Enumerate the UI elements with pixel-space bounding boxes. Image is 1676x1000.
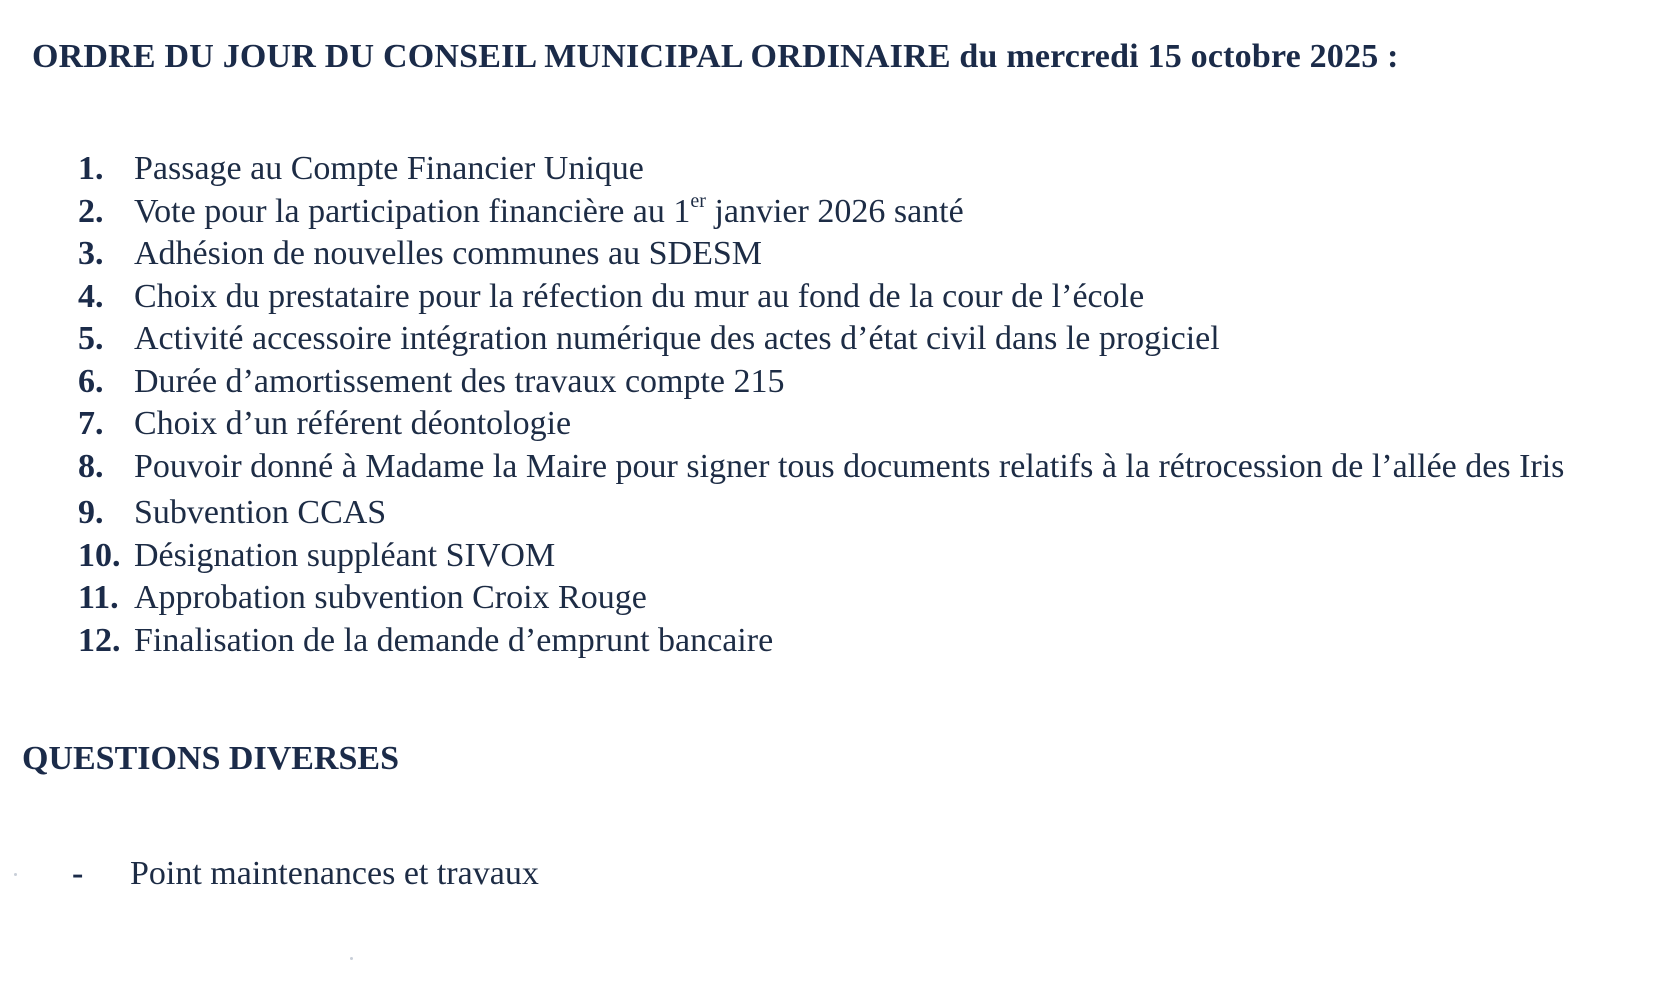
agenda-item-number: 1.: [78, 150, 104, 187]
agenda-item: [78, 148, 1658, 191]
questions-list: [72, 855, 539, 893]
agenda-item-number: 2.: [78, 192, 104, 230]
agenda-item-number: 8.: [78, 447, 104, 485]
agenda-item-number: 12.: [78, 621, 121, 659]
agenda-item-number: 3.: [78, 235, 104, 272]
agenda-item-text: Désignation suppléant SIVOM: [134, 536, 556, 574]
list-item-text: Point maintenances et travaux: [130, 855, 539, 892]
agenda-item-text: [134, 191, 1658, 234]
agenda-item: [78, 403, 1658, 446]
agenda-item-number: 11.: [78, 579, 119, 616]
dash-bullet: -: [72, 855, 84, 892]
agenda-item: [78, 233, 1658, 276]
agenda-item-text: Adhésion de nouvelles communes au SDESM: [134, 235, 762, 272]
agenda-item: [78, 361, 1658, 404]
agenda-item: [78, 620, 1658, 663]
agenda-item-text: Durée d’amortissement des travaux compte 215: [134, 362, 785, 400]
agenda-item-text: Pouvoir donné à Madame la Maire pour signer tous documents relatifs à la rétrocession de l’allée des Iris: [134, 447, 1565, 485]
agenda-item-number: 7.: [78, 405, 104, 442]
agenda-item: [78, 577, 1658, 620]
agenda-item-text: Activité accessoire intégration numérique des actes d’état civil dans le progiciel: [134, 320, 1220, 357]
agenda-item: [78, 535, 1658, 578]
document-title: ORDRE DU JOUR DU CONSEIL MUNICIPAL ORDINAIRE du mercredi 15 octobre 2025 :: [32, 38, 1399, 75]
list-item: [72, 855, 539, 893]
agenda-item-text: Passage au Compte Financier Unique: [134, 150, 644, 187]
ordinal-superscript: er: [690, 189, 706, 212]
agenda-item: [78, 446, 1658, 489]
agenda-item-number: 9.: [78, 494, 104, 531]
scan-speck: [14, 873, 17, 876]
agenda-item: [78, 191, 1658, 234]
scan-speck: [350, 957, 353, 960]
agenda-item-text-after: janvier 2026 santé: [705, 192, 964, 230]
agenda-item-text: Finalisation de la demande d’emprunt bancaire: [134, 621, 774, 659]
agenda-item: [78, 492, 1658, 535]
agenda-item-number: 4.: [78, 277, 104, 315]
agenda-item-text: Approbation subvention Croix Rouge: [134, 579, 647, 616]
agenda-item-number: 6.: [78, 362, 104, 400]
agenda-item: [78, 318, 1658, 361]
agenda-item: [78, 276, 1658, 319]
agenda-list: [78, 148, 1658, 662]
agenda-item-text: Subvention CCAS: [134, 494, 387, 531]
agenda-item-text: Choix du prestataire pour la réfection du mur au fond de la cour de l’école: [134, 277, 1145, 315]
agenda-item-number: 10.: [78, 536, 121, 574]
agenda-item-number: 5.: [78, 320, 104, 357]
agenda-item-text-before: Vote pour la participation financière au 1: [134, 192, 691, 230]
agenda-item-text: Choix d’un référent déontologie: [134, 405, 572, 442]
questions-diverses-heading: QUESTIONS DIVERSES: [22, 740, 399, 777]
